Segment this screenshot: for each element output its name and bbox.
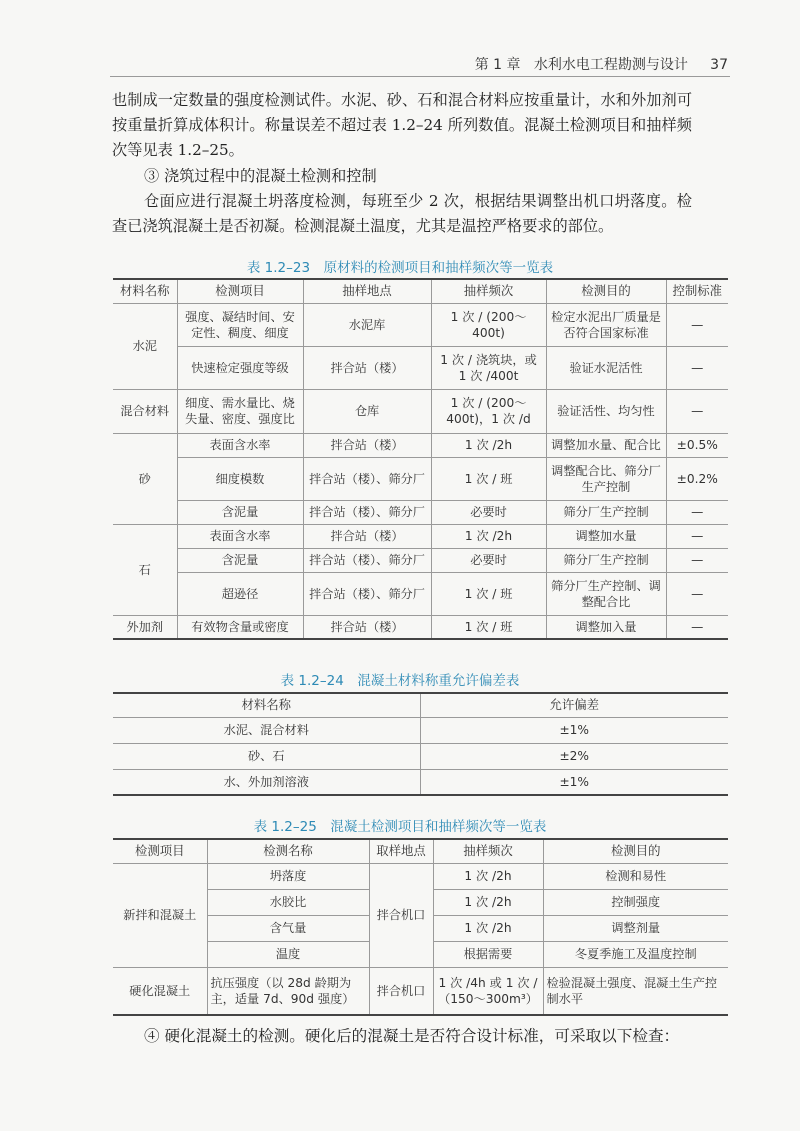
material-name-cell: 石 bbox=[113, 524, 177, 615]
paragraph-2-heading: ③ 浇筑过程中的混凝土检测和控制 bbox=[144, 167, 377, 185]
header-cell: 抽样地点 bbox=[303, 279, 431, 303]
table-row bbox=[113, 717, 728, 743]
table-row bbox=[113, 615, 728, 639]
paragraph-1: 也制成一定数量的强度检测试件。水泥、砂、石和混合材料应按重量计，水和外加剂可按重量折算成体积计。称量误差不超过表 1.2–24 所列数值。混凝土检测项目和抽样频次等见表 1.2–25。 bbox=[112, 91, 692, 159]
table-cell: 拌合站（楼） bbox=[303, 615, 431, 639]
chapter-title: 水利水电工程勘测与设计 bbox=[533, 57, 688, 73]
table-cell: 根据需要 bbox=[433, 941, 543, 967]
table-row bbox=[113, 572, 728, 615]
table-25-caption: 表 1.2–25 混凝土检测项目和抽样频次等一览表 bbox=[253, 819, 547, 835]
page-number: 37 bbox=[710, 57, 728, 73]
header-cell: 材料名称 bbox=[113, 693, 420, 717]
table-row bbox=[113, 457, 728, 500]
table-cell: 表面含水率 bbox=[177, 433, 303, 457]
table-cell: 快速检定强度等级 bbox=[177, 346, 303, 389]
table-cell: 控制强度 bbox=[543, 889, 728, 915]
header-cell: 检测名称 bbox=[207, 839, 369, 863]
table-cell: 拌合机口 bbox=[369, 967, 433, 1015]
table-row bbox=[113, 346, 728, 389]
table-cell: 验证水泥活性 bbox=[546, 346, 666, 389]
table-row bbox=[113, 500, 728, 524]
table-cell: 含泥量 bbox=[177, 500, 303, 524]
table-cell: 含泥量 bbox=[177, 548, 303, 572]
table-cell: 1 次 /2h bbox=[433, 889, 543, 915]
material-name-cell: 混合材料 bbox=[113, 389, 177, 433]
chapter-number: 第 1 章 bbox=[474, 57, 521, 73]
table-cell: ±1% bbox=[420, 717, 728, 743]
table-cell: 细度模数 bbox=[177, 457, 303, 500]
table-cell: — bbox=[666, 500, 728, 524]
table-cell: 拌合站（楼）、筛分厂 bbox=[303, 457, 431, 500]
sampling-location-cell: 拌合机口 bbox=[369, 863, 433, 967]
table-cell: 1 次 /2h bbox=[431, 433, 546, 457]
table-cell: — bbox=[666, 303, 728, 346]
table-header-row bbox=[113, 839, 728, 863]
table-row bbox=[113, 548, 728, 572]
table-cell: 1 次 / (200～400t)，1 次 /d bbox=[431, 389, 546, 433]
table-cell: 1 次 / 浇筑块，或 1 次 /400t bbox=[431, 346, 546, 389]
running-header bbox=[475, 54, 728, 74]
table-cell: ±1% bbox=[420, 769, 728, 795]
table-cell: 拌合站（楼）、筛分厂 bbox=[303, 500, 431, 524]
table-cell: 1 次 /2h bbox=[433, 915, 543, 941]
test-item-cell: 硬化混凝土 bbox=[113, 967, 207, 1015]
table-cell: 必要时 bbox=[431, 500, 546, 524]
table-25 bbox=[113, 838, 728, 1016]
table-cell: 水胶比 bbox=[207, 889, 369, 915]
table-cell: 水泥库 bbox=[303, 303, 431, 346]
header-cell: 取样地点 bbox=[369, 839, 433, 863]
header-rule bbox=[110, 76, 730, 77]
table-cell: 1 次 / (200～400t) bbox=[431, 303, 546, 346]
table-cell: ±2% bbox=[420, 743, 728, 769]
table-23 bbox=[113, 278, 728, 640]
table-row bbox=[113, 433, 728, 457]
table-cell: — bbox=[666, 548, 728, 572]
table-cell: 调整加水量、配合比 bbox=[546, 433, 666, 457]
table-cell: 拌合站（楼） bbox=[303, 346, 431, 389]
table-cell: 1 次 / 班 bbox=[431, 457, 546, 500]
table-cell: ±0.5% bbox=[666, 433, 728, 457]
material-name-cell: 砂 bbox=[113, 433, 177, 524]
material-name-cell: 水泥 bbox=[113, 303, 177, 389]
table-cell: — bbox=[666, 346, 728, 389]
table-23-caption: 表 1.2–23 原材料的检测项目和抽样频次等一览表 bbox=[246, 260, 554, 276]
table-cell: — bbox=[666, 524, 728, 548]
paragraph-3: 仓面应进行混凝土坍落度检测，每班至少 2 次，根据结果调整出机口坍落度。检查已浇筑混凝土是否初凝。检测混凝土温度，尤其是温控严格要求的部位。 bbox=[112, 192, 692, 235]
table-cell: 拌合站（楼） bbox=[303, 433, 431, 457]
table-row bbox=[113, 303, 728, 346]
header-cell: 检测项目 bbox=[177, 279, 303, 303]
table-cell: 抗压强度（以 28d 龄期为主，适量 7d、90d 强度） bbox=[207, 967, 369, 1015]
table-cell: 1 次 /2h bbox=[433, 863, 543, 889]
table-row bbox=[113, 389, 728, 433]
table-row bbox=[113, 769, 728, 795]
table-cell: 调整配合比、筛分厂生产控制 bbox=[546, 457, 666, 500]
header-cell: 控制标准 bbox=[666, 279, 728, 303]
table-row bbox=[113, 743, 728, 769]
table-cell: 砂、石 bbox=[113, 743, 420, 769]
table-cell: 1 次 / 班 bbox=[431, 572, 546, 615]
table-header-row bbox=[113, 693, 728, 717]
table-cell: 水泥、混合材料 bbox=[113, 717, 420, 743]
header-cell: 抽样频次 bbox=[431, 279, 546, 303]
table-cell: 拌合站（楼）、筛分厂 bbox=[303, 572, 431, 615]
table-cell: 检定水泥出厂质量是否符合国家标准 bbox=[546, 303, 666, 346]
paragraph-4: ④ 硬化混凝土的检测。硬化后的混凝土是否符合设计标准，可采取以下检查： bbox=[144, 1027, 680, 1045]
table-cell: 筛分厂生产控制、调整配合比 bbox=[546, 572, 666, 615]
table-cell: 有效物含量或密度 bbox=[177, 615, 303, 639]
table-24 bbox=[113, 692, 728, 796]
table-cell: 拌合站（楼）、筛分厂 bbox=[303, 548, 431, 572]
table-cell: 拌合站（楼） bbox=[303, 524, 431, 548]
header-cell: 材料名称 bbox=[113, 279, 177, 303]
table-cell: 强度、凝结时间、安定性、稠度、细度 bbox=[177, 303, 303, 346]
header-cell: 检测项目 bbox=[113, 839, 207, 863]
table-cell: — bbox=[666, 615, 728, 639]
table-cell: 验证活性、均匀性 bbox=[546, 389, 666, 433]
table-cell: 调整剂量 bbox=[543, 915, 728, 941]
table-row bbox=[113, 967, 728, 1015]
table-cell: 1 次 / 班 bbox=[431, 615, 546, 639]
table-cell: 坍落度 bbox=[207, 863, 369, 889]
table-row bbox=[113, 863, 728, 889]
table-cell: 必要时 bbox=[431, 548, 546, 572]
header-cell: 检测目的 bbox=[546, 279, 666, 303]
table-cell: ±0.2% bbox=[666, 457, 728, 500]
table-cell: 筛分厂生产控制 bbox=[546, 500, 666, 524]
header-cell: 允许偏差 bbox=[420, 693, 728, 717]
table-cell: — bbox=[666, 572, 728, 615]
material-name-cell: 外加剂 bbox=[113, 615, 177, 639]
table-cell: 超逊径 bbox=[177, 572, 303, 615]
table-cell: 冬夏季施工及温度控制 bbox=[543, 941, 728, 967]
table-cell: 水、外加剂溶液 bbox=[113, 769, 420, 795]
table-cell: 1 次 /4h 或 1 次 /（150～300m³） bbox=[433, 967, 543, 1015]
table-24-caption: 表 1.2–24 混凝土材料称重允许偏差表 bbox=[280, 673, 520, 689]
table-cell: 检测和易性 bbox=[543, 863, 728, 889]
table-cell: 调整加水量 bbox=[546, 524, 666, 548]
table-cell: 检验混凝土强度、混凝土生产控制水平 bbox=[543, 967, 728, 1015]
table-cell: 筛分厂生产控制 bbox=[546, 548, 666, 572]
table-cell: 表面含水率 bbox=[177, 524, 303, 548]
table-cell: 温度 bbox=[207, 941, 369, 967]
table-cell: — bbox=[666, 389, 728, 433]
header-cell: 检测目的 bbox=[543, 839, 728, 863]
table-cell: 调整加入量 bbox=[546, 615, 666, 639]
table-cell: 1 次 /2h bbox=[431, 524, 546, 548]
table-row bbox=[113, 524, 728, 548]
table-cell: 含气量 bbox=[207, 915, 369, 941]
table-cell: 仓库 bbox=[303, 389, 431, 433]
test-item-cell: 新拌和混凝土 bbox=[113, 863, 207, 967]
table-header-row bbox=[113, 279, 728, 303]
header-cell: 抽样频次 bbox=[433, 839, 543, 863]
table-cell: 细度、需水量比、烧失量、密度、强度比 bbox=[177, 389, 303, 433]
